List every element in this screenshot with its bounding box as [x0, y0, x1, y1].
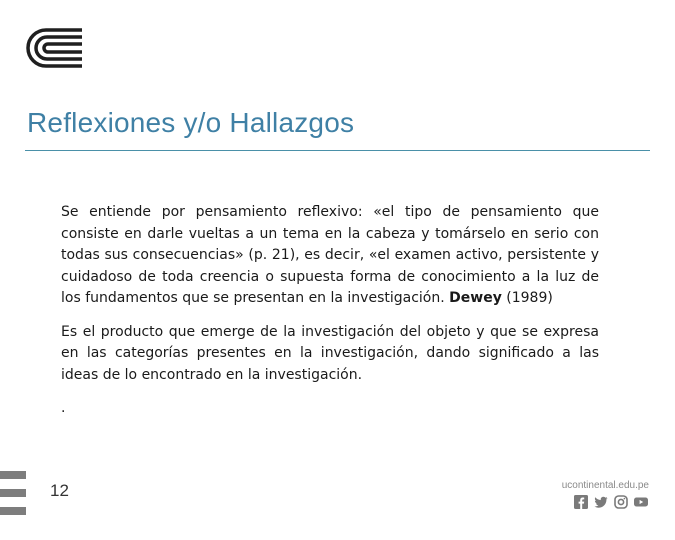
citation-year: (1989)	[506, 290, 553, 306]
continental-logo-icon	[26, 27, 84, 69]
instagram-icon[interactable]	[614, 495, 628, 509]
social-links	[574, 495, 648, 509]
side-bars-icon	[0, 471, 26, 515]
citation-author: Dewey	[449, 290, 502, 306]
page-number: 12	[50, 481, 69, 500]
paragraph-dewey	[61, 202, 599, 310]
twitter-icon[interactable]	[594, 495, 608, 509]
paragraph-dewey-text: Se entiende por pensamiento reflexivo: «el tipo de pensamiento que consiste en darle vueltas a un tema en la cabeza y tomárselo en serio con todas sus consecuencias» (p. 21), es decir, «el examen activo, persistente y cuidadoso de toda creencia o supuesta forma de conocimiento a la luz de los fundamentos que se presentan en la investigación.	[61, 204, 599, 306]
slide-body	[61, 202, 599, 420]
website-url[interactable]: ucontinental.edu.pe	[561, 480, 649, 491]
trailing-dot: .	[61, 400, 66, 416]
youtube-icon[interactable]	[634, 495, 648, 509]
facebook-icon[interactable]	[574, 495, 588, 509]
paragraph-product: Es el producto que emerge de la investigación del objeto y que se expresa en las categorías presentes en la investigación, dando significado a las ideas de lo encontrado en la investigación.	[61, 323, 599, 383]
slide-title: Reflexiones y/o Hallazgos	[27, 107, 355, 138]
title-divider	[25, 150, 650, 151]
